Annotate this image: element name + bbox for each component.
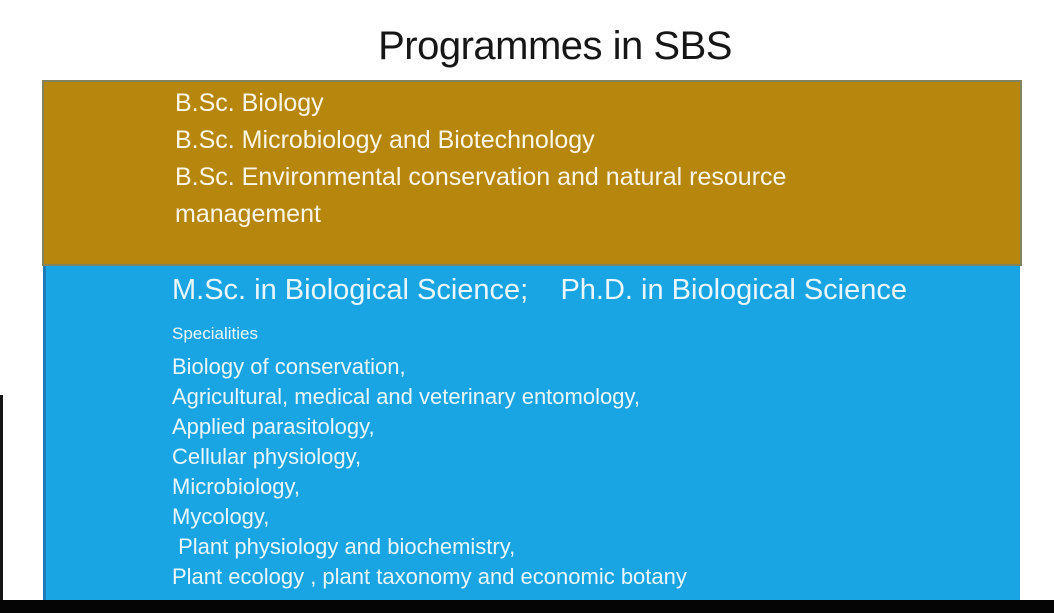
undergrad-programme-line: B.Sc. Biology (175, 89, 324, 117)
specialities-list (172, 352, 1000, 592)
undergrad-programme-line: management (175, 200, 321, 228)
speciality-item: Cellular physiology, (172, 444, 362, 469)
speciality-item: Plant physiology and biochemistry, (172, 534, 516, 559)
speciality-item: Applied parasitology, (172, 414, 375, 439)
speciality-item: Microbiology, (172, 474, 300, 499)
specialities-label: Specialities (172, 324, 258, 343)
undergrad-programmes-panel (42, 80, 1022, 266)
video-letterbox-bar (0, 600, 1054, 613)
undergrad-programme-line: B.Sc. Environmental conservation and natural resource (175, 163, 787, 191)
speciality-item: Mycology, (172, 504, 270, 529)
undergrad-programme-line: B.Sc. Microbiology and Biotechnology (175, 126, 595, 154)
speciality-item: Agricultural, medical and veterinary entomology, (172, 384, 640, 409)
postgrad-heading: M.Sc. in Biological Science; Ph.D. in Biological Science (172, 274, 908, 306)
speciality-item: Plant ecology , plant taxonomy and economic botany (172, 564, 687, 589)
speciality-item: Biology of conservation, (172, 354, 406, 379)
video-frame-left-edge (0, 395, 3, 613)
slide-title: Programmes in SBS (378, 24, 732, 68)
postgrad-programmes-panel (43, 266, 1020, 602)
